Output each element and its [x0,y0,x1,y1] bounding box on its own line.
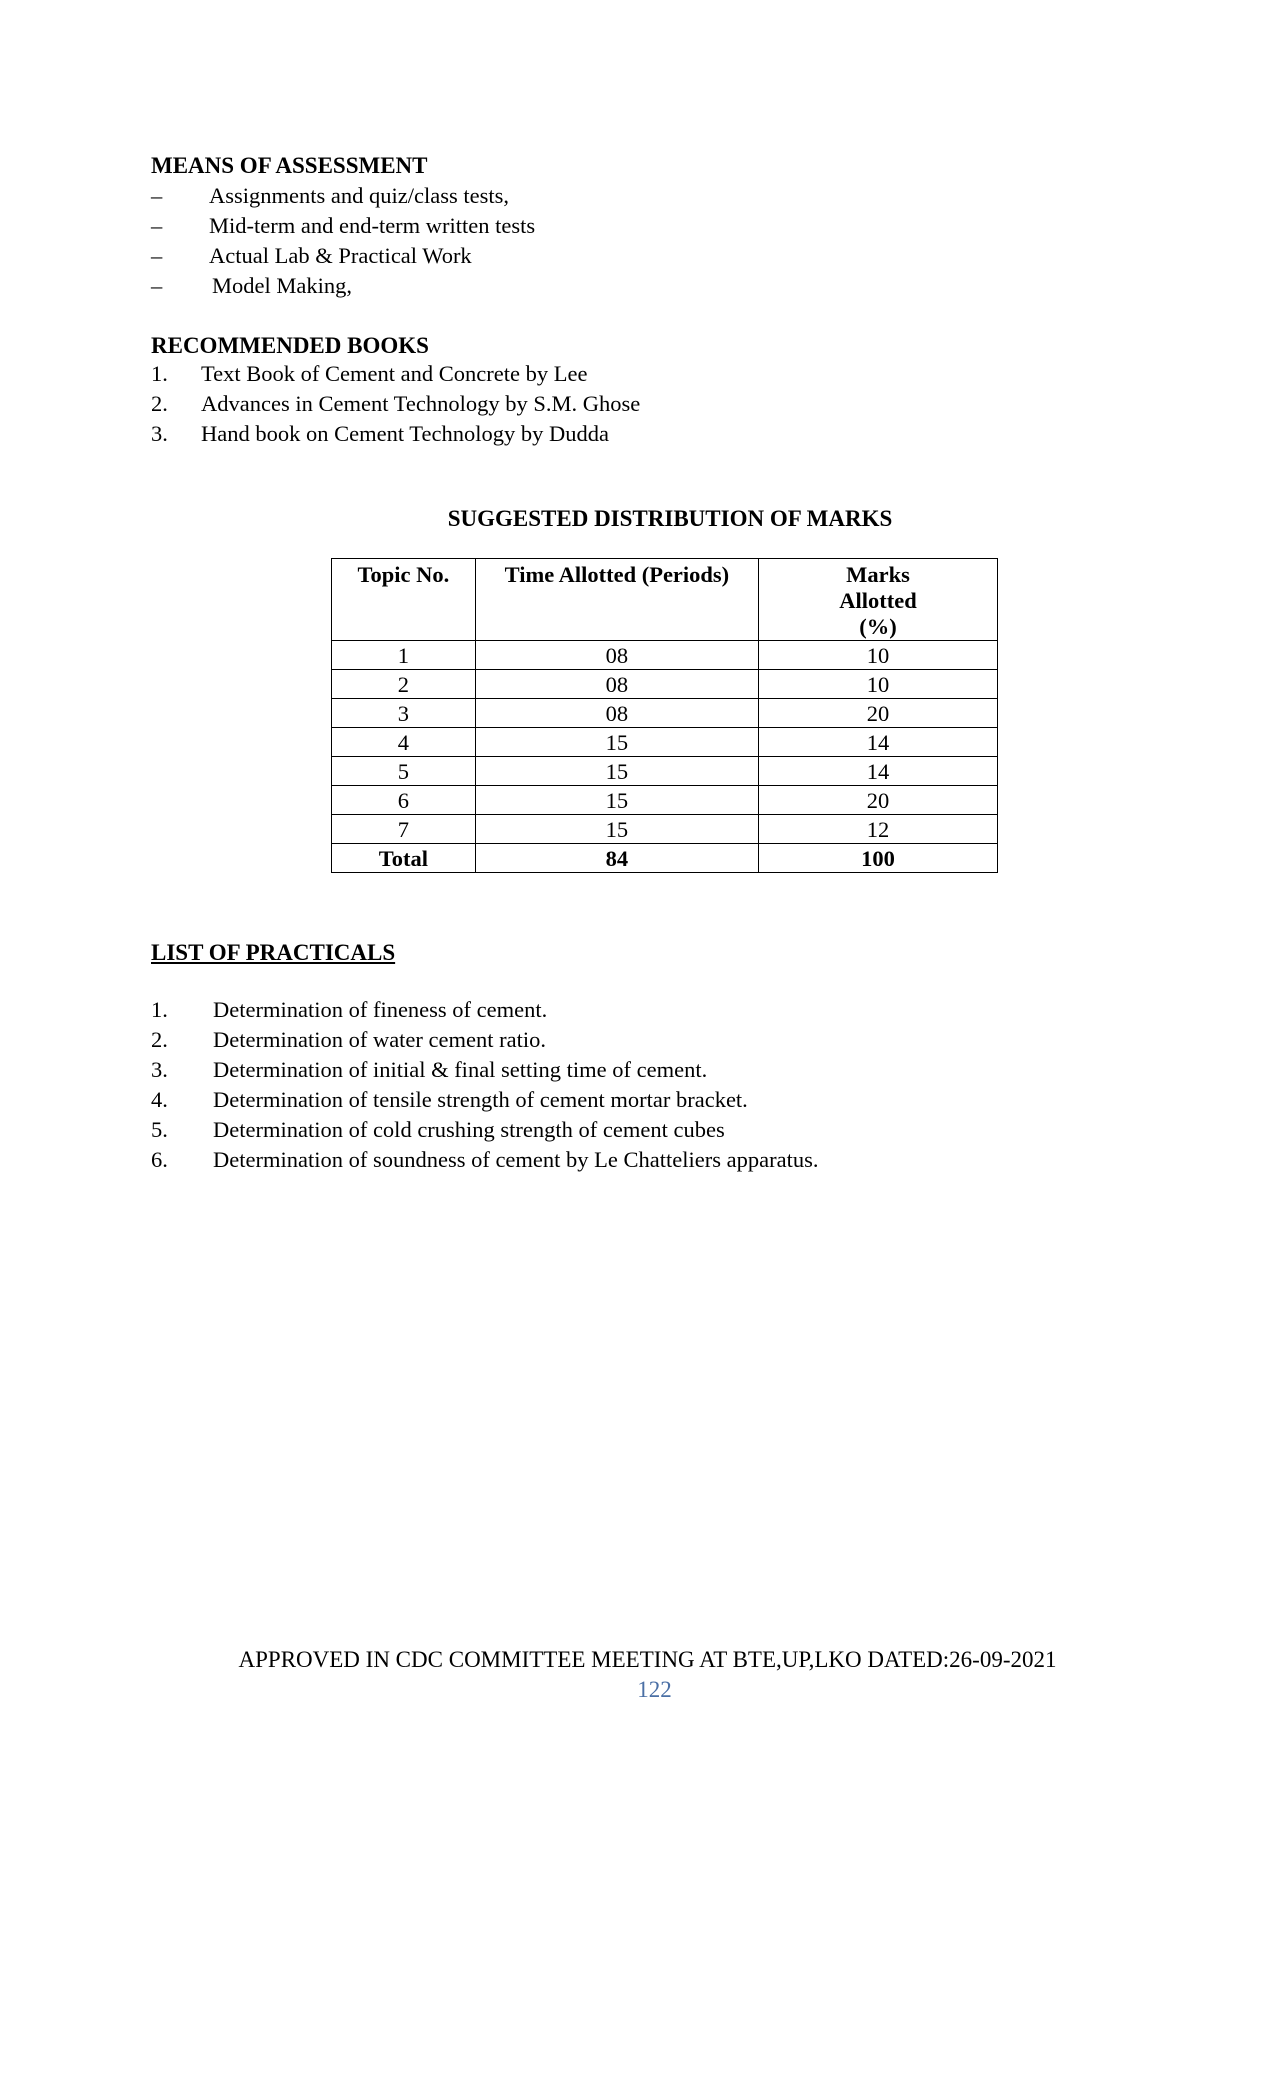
cell-time: 08 [475,641,758,670]
list-item-text: Actual Lab & Practical Work [209,243,472,268]
list-item-text: Hand book on Cement Technology by Dudda [201,421,609,446]
list-marker: 4. [151,1087,168,1112]
list-marker: 5. [151,1117,168,1142]
cell-time: 15 [475,815,758,844]
cell-total-marks: 100 [759,844,998,873]
cell-marks: 14 [759,728,998,757]
cell-topic: 5 [332,757,476,786]
list-item-text: Advances in Cement Technology by S.M. Ghose [201,391,641,416]
list-item-text: Mid-term and end-term written tests [209,213,536,238]
cell-marks: 14 [759,757,998,786]
list-item-text: Assignments and quiz/class tests, [209,183,509,208]
cell-time: 15 [475,757,758,786]
cell-marks: 12 [759,815,998,844]
marks-table-title: SUGGESTED DISTRIBUTION OF MARKS [447,506,893,531]
list-item-text: Model Making, [212,273,352,298]
list-marker: 3. [151,1057,168,1082]
list-marker: – [151,273,163,298]
cell-topic: 3 [332,699,476,728]
list-marker: 1. [151,997,168,1022]
page-number: 122 [637,1677,672,1702]
list-marker: – [151,243,163,268]
list-item-text: Determination of tensile strength of cement mortar bracket. [213,1087,748,1112]
list-marker: 6. [151,1147,168,1172]
cell-time: 15 [475,728,758,757]
cell-marks: 20 [759,699,998,728]
header-marks-allotted: Marks Allotted (%) [759,559,998,641]
list-item-text: Determination of cold crushing strength of cement cubes [213,1117,725,1142]
header-topic-no: Topic No. [332,559,476,641]
table-row [332,757,998,786]
cell-marks: 10 [759,641,998,670]
cell-topic: 6 [332,786,476,815]
cell-topic: 2 [332,670,476,699]
table-header-row [332,559,998,641]
table-row [332,786,998,815]
list-marker: 2. [151,1027,168,1052]
list-item-text: Determination of fineness of cement. [213,997,548,1022]
cell-time: 08 [475,699,758,728]
books-heading: RECOMMENDED BOOKS [151,333,429,358]
cell-topic: 4 [332,728,476,757]
list-marker: 1. [151,361,168,386]
cell-marks: 10 [759,670,998,699]
list-item-text: Determination of water cement ratio. [213,1027,546,1052]
list-item-text: Text Book of Cement and Concrete by Lee [201,361,588,386]
practicals-heading: LIST OF PRACTICALS [151,940,396,965]
cell-total-time: 84 [475,844,758,873]
table-row [332,699,998,728]
list-marker: 2. [151,391,168,416]
list-marker: 3. [151,421,168,446]
cell-topic: 7 [332,815,476,844]
marks-distribution-table [331,558,998,873]
cell-total-label: Total [332,844,476,873]
list-marker: – [151,213,163,238]
table-row [332,670,998,699]
table-total-row [332,844,998,873]
cell-marks: 20 [759,786,998,815]
list-item-text: Determination of initial & final setting time of cement. [213,1057,708,1082]
cell-topic: 1 [332,641,476,670]
assessment-heading: MEANS OF ASSESSMENT [151,153,428,178]
cell-time: 15 [475,786,758,815]
cell-time: 08 [475,670,758,699]
table-row [332,815,998,844]
list-item-text: Determination of soundness of cement by Le Chatteliers apparatus. [213,1147,819,1172]
approval-footer: APPROVED IN CDC COMMITTEE MEETING AT BTE,UP,LKO DATED:26-09-2021 [238,1647,1057,1672]
table-row [332,641,998,670]
table-row [332,728,998,757]
header-time-allotted: Time Allotted (Periods) [475,559,758,641]
list-marker: – [151,183,163,208]
